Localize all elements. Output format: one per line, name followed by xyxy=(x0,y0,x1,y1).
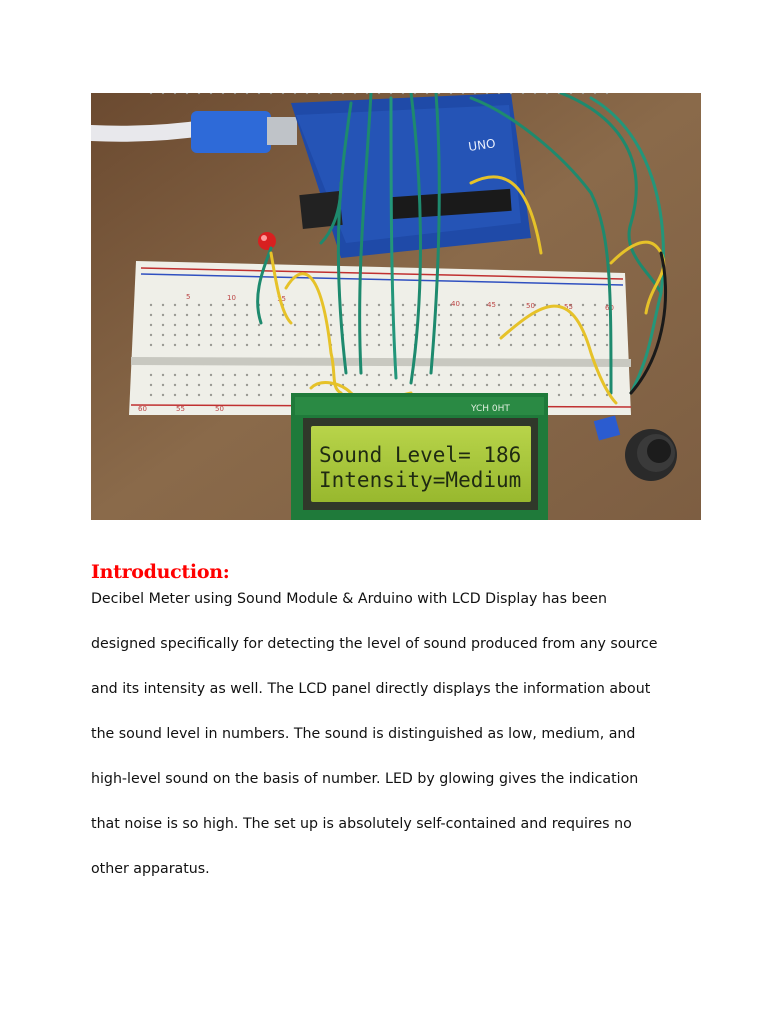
ruler-mark: 15 xyxy=(277,295,286,303)
lcd-line-1: Sound Level= 186 xyxy=(319,443,522,467)
paragraph-line: high-level sound on the basis of number. LED by glowing gives the indication xyxy=(91,771,639,787)
ruler-mark: 50 xyxy=(526,302,535,310)
circuit-photo xyxy=(91,93,701,520)
ruler-mark: 60 xyxy=(138,405,147,413)
paragraph-line: other apparatus. xyxy=(91,861,210,877)
usb-plug xyxy=(191,111,271,153)
paragraph-line: Decibel Meter using Sound Module & Arduino with LCD Display has been xyxy=(91,591,607,607)
ruler-mark: 50 xyxy=(215,405,224,413)
ruler-mark: 10 xyxy=(227,294,236,302)
intro-paragraph xyxy=(91,586,681,901)
lcd-line-2: Intensity=Medium xyxy=(319,468,522,492)
section-heading: Introduction: xyxy=(91,561,230,583)
paragraph-line: and its intensity as well. The LCD panel directly displays the information about xyxy=(91,681,651,697)
ruler-mark: 5 xyxy=(186,293,191,301)
ruler-mark: 40 xyxy=(451,300,460,308)
lcd-header-label: YCH 0HT xyxy=(471,404,510,414)
ruler-mark: 55 xyxy=(176,405,185,413)
board-label: UNO xyxy=(467,136,497,154)
red-led xyxy=(258,232,276,250)
ruler-mark: 55 xyxy=(564,303,573,311)
paragraph-line: designed specifically for detecting the level of sound produced from any source xyxy=(91,636,658,652)
ruler-mark: 45 xyxy=(487,301,496,309)
paragraph-line: the sound level in numbers. The sound is distinguished as low, medium, and xyxy=(91,726,636,742)
ruler-mark: 60 xyxy=(605,304,614,312)
paragraph-line: that noise is so high. The set up is absolutely self-contained and requires no xyxy=(91,816,632,832)
